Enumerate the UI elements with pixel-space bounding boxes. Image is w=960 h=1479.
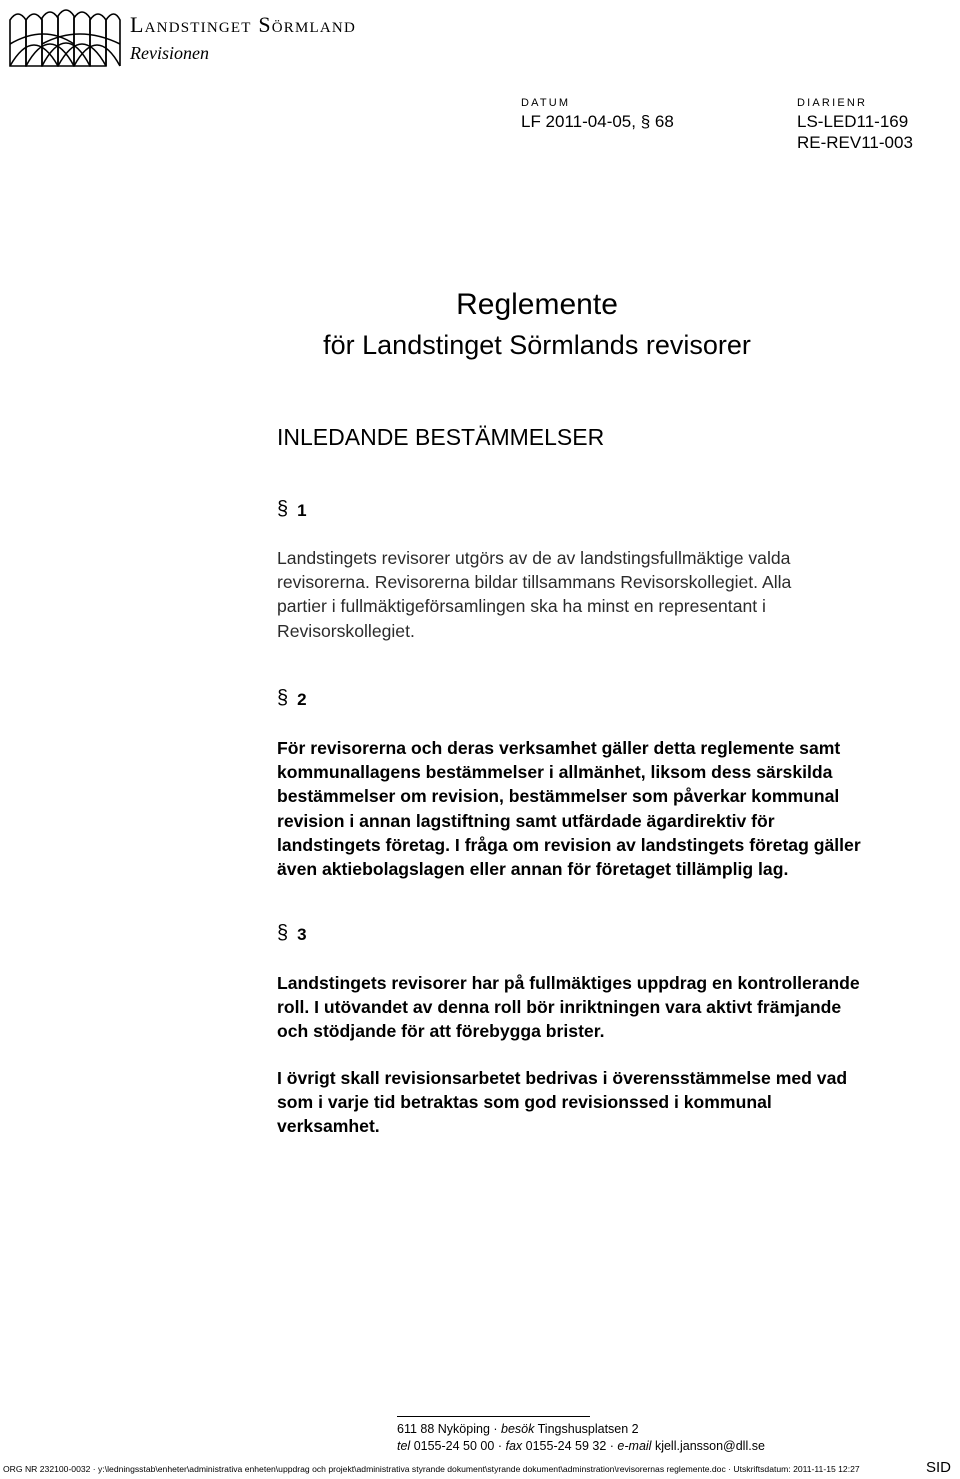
diarienr-value: LS-LED11-169 — [797, 112, 909, 131]
paragraph-marker — [277, 923, 307, 943]
document-subtitle: för Landstinget Sörmlands revisorer — [323, 330, 751, 360]
text-line: landstingets företag. I fråga om revision av landstingets företag gäller — [277, 834, 861, 855]
section-sign: § — [277, 922, 289, 944]
footer-address — [397, 1423, 639, 1436]
diarienr-value: RE-REV11-003 — [797, 133, 913, 152]
text-line: Landstingets revisorer har på fullmäktiges uppdrag en kontrollerande — [277, 973, 860, 993]
text-line: För revisorerna och deras verksamhet gäller detta reglemente samt — [277, 738, 841, 758]
tel-value: 0155-24 50 00 — [413, 1439, 495, 1453]
section-sign: § — [277, 687, 289, 709]
paragraph-number: 1 — [297, 501, 307, 520]
text-line: kommunallagens bestämmelser i allmänhet, liksom dess särskilda — [277, 762, 833, 783]
text-line: revision i annan lagstiftning samt utfärdade ägardirektiv för — [277, 810, 775, 831]
document-reference: ORG NR 232100-0032 · y:\ledningsstab\enheter\administrativa enheten\uppdrag och projekt\administrativa styrande dokument\styrande dokument\adminstration\revisorernas reglemente.doc · Utskriftsdatum: 2011-11-15 12:27 — [3, 1464, 860, 1474]
email-link[interactable]: kjell.jansson@dll.se — [654, 1439, 765, 1453]
text-line: revisorerna. Revisorerna bildar tillsammans Revisorskollegiet. Alla — [277, 572, 792, 593]
paragraph-marker — [277, 688, 307, 708]
visit-label: besök — [501, 1422, 535, 1436]
paragraph-text — [277, 1066, 960, 1139]
organization-name: Landstinget Sörmland — [130, 12, 356, 37]
postal-address: 611 88 Nyköping — [397, 1422, 490, 1436]
paragraph-text — [277, 736, 960, 881]
landstinget-logo — [4, 4, 122, 68]
text-line: verksamhet. — [277, 1116, 380, 1137]
paragraph-text — [277, 971, 960, 1044]
footer-contact — [397, 1440, 765, 1453]
email-label: e-mail — [617, 1439, 652, 1453]
separator: · — [609, 1439, 614, 1453]
text-line: Landstingets revisorer utgörs av de av landstingsfullmäktige valda — [277, 548, 791, 568]
visit-address: Tingshusplatsen 2 — [537, 1422, 639, 1436]
text-line: partier i fullmäktigeförsamlingen ska ha minst en representant i — [277, 596, 766, 617]
paragraph-marker — [277, 499, 307, 519]
tel-label: tel — [397, 1439, 411, 1453]
text-line: I övrigt skall revisionsarbetet bedrivas i överensstämmelse med vad — [277, 1068, 848, 1088]
date-label: DATUM — [521, 97, 571, 109]
text-line: även aktiebolagslagen eller annan för företaget tillämplig lag. — [277, 859, 789, 880]
footer-divider — [397, 1416, 590, 1417]
paragraph-text — [277, 546, 960, 643]
text-line: bestämmelser om revision, bestämmelser som påverkar kommunal — [277, 786, 840, 807]
date-value: LF 2011-04-05, § 68 — [521, 112, 674, 131]
page-label: SID — [926, 1459, 952, 1476]
text-line: Revisorskollegiet. — [277, 620, 415, 641]
text-line: och stödjande för att förebygga brister. — [277, 1021, 605, 1042]
document-title: Reglemente — [456, 288, 618, 321]
paragraph-number: 2 — [297, 690, 307, 709]
section-heading: INLEDANDE BESTÄMMELSER — [277, 424, 605, 450]
fax-label: fax — [505, 1439, 523, 1453]
section-sign: § — [277, 498, 289, 520]
text-line: roll. I utövandet av denna roll bör inriktningen vara aktivt främjande — [277, 997, 842, 1018]
fax-value: 0155-24 59 32 — [525, 1439, 607, 1453]
text-line: som i varje tid betraktas som god revisionssed i kommunal — [277, 1092, 772, 1113]
separator: · — [493, 1422, 498, 1436]
separator: · — [497, 1439, 502, 1453]
department-name: Revisionen — [130, 43, 209, 63]
diarienr-label: DIARIENR — [797, 97, 868, 109]
paragraph-number: 3 — [297, 925, 307, 944]
